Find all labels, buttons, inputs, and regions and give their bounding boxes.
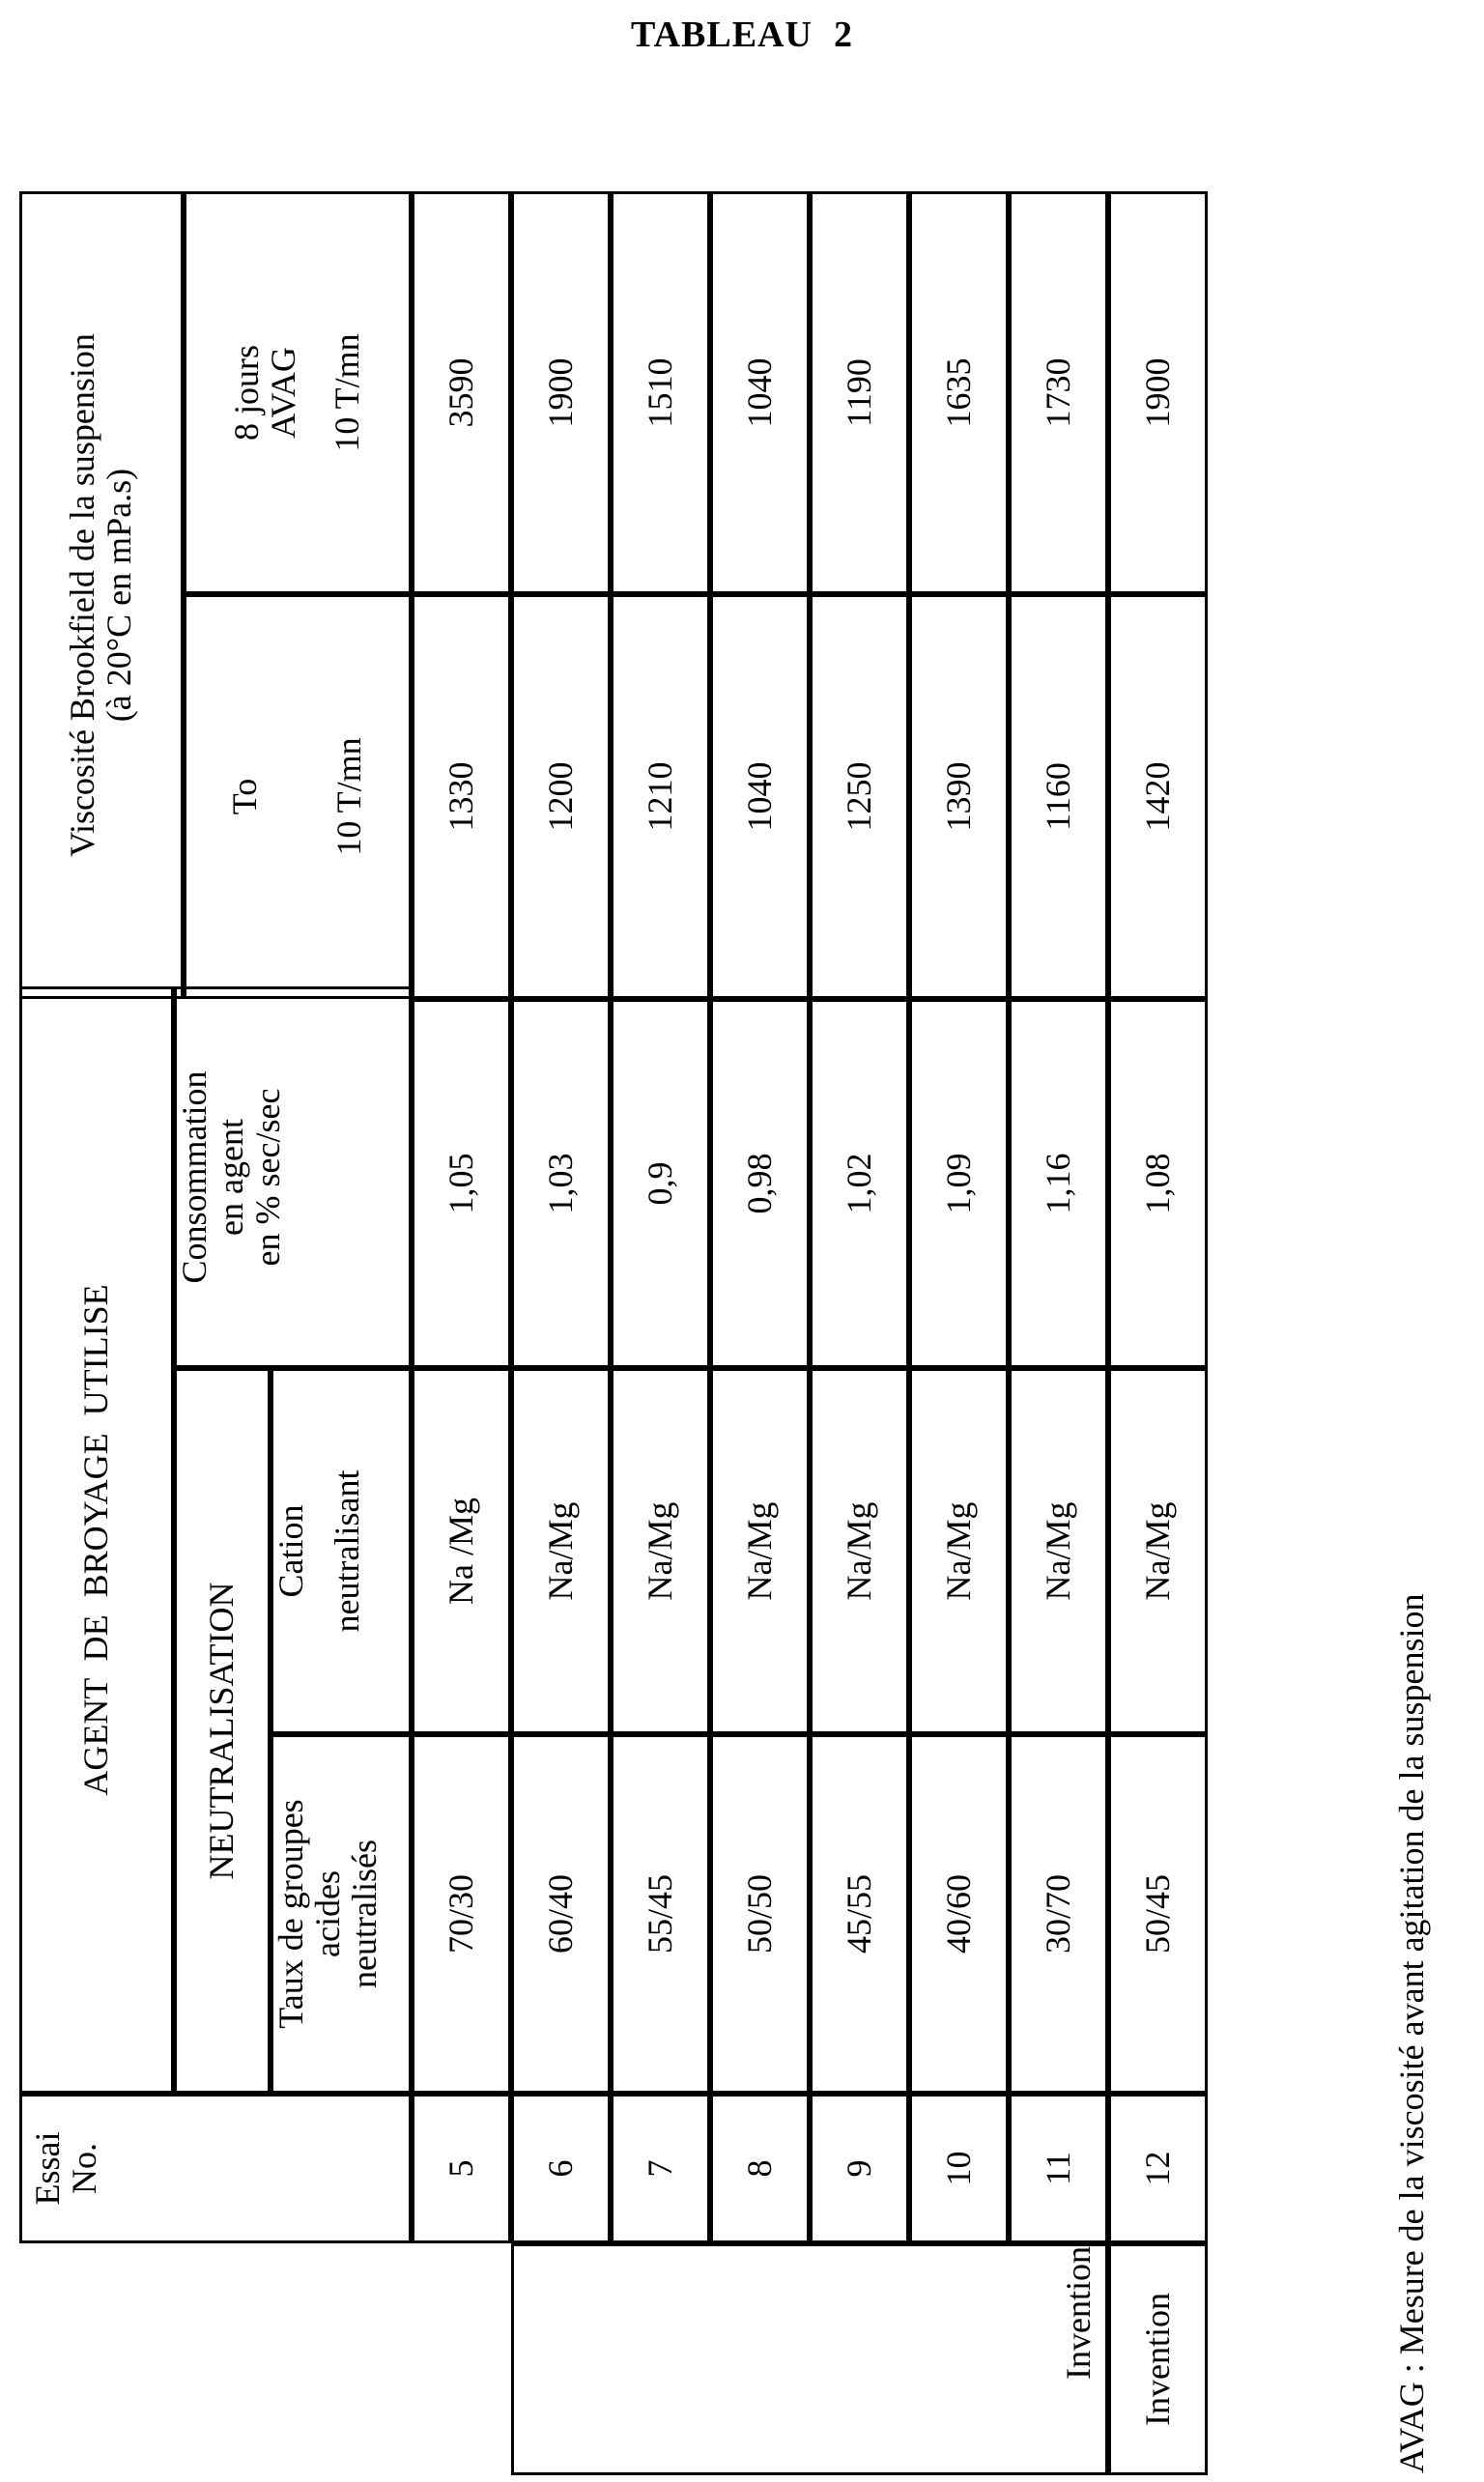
cell-to xyxy=(810,594,909,999)
cell-cation xyxy=(1108,1368,1208,1734)
cell-taux xyxy=(511,1734,611,2094)
cell-value: 70/30 xyxy=(441,1874,480,1954)
cell-cation xyxy=(710,1368,810,1734)
cell-cation xyxy=(909,1368,1009,1734)
invention-group-cell xyxy=(511,2243,1108,2475)
cell-value: 55/45 xyxy=(640,1874,679,1954)
cell-avag xyxy=(1009,191,1108,594)
cell-avag xyxy=(1108,191,1208,594)
header-essai xyxy=(19,2094,412,2243)
header-to-line1: To xyxy=(225,778,265,815)
header-agent-text: AGENT DE BROYAGE UTILISE xyxy=(76,1284,116,1796)
cell-value: Na/Mg xyxy=(1038,1501,1077,1601)
invention-single-label: Invention xyxy=(1137,2293,1177,2426)
cell-value: 12 xyxy=(1137,2151,1177,2186)
header-essai-line2: No. xyxy=(64,2143,103,2194)
cell-cation xyxy=(412,1368,511,1734)
cell-value: 1420 xyxy=(1137,761,1177,832)
header-viscosite xyxy=(19,191,184,999)
title-number: 2 xyxy=(833,14,853,55)
header-consommation xyxy=(174,986,412,1368)
cell-value: 1210 xyxy=(640,761,679,832)
cell-essai xyxy=(1009,2094,1108,2243)
cell-value: 1250 xyxy=(839,761,878,832)
invention-single-cell xyxy=(1108,2243,1208,2475)
cell-essai xyxy=(511,2094,611,2243)
footnote: AVAG : Mesure de la viscosité avant agitation de la suspension xyxy=(1392,1593,1431,2473)
cell-value: 6 xyxy=(540,2159,580,2178)
cell-value: 30/70 xyxy=(1038,1874,1077,1954)
cell-value: 60/40 xyxy=(540,1874,580,1954)
cell-value: 9 xyxy=(839,2159,878,2178)
cell-value: 1,08 xyxy=(1137,1153,1177,1214)
cell-value: 1,16 xyxy=(1038,1153,1077,1214)
cell-conso xyxy=(909,999,1009,1368)
cell-value: Na/Mg xyxy=(1137,1501,1177,1601)
cell-essai xyxy=(710,2094,810,2243)
cell-conso xyxy=(810,999,909,1368)
header-taux-line1: Taux de groupes xyxy=(271,1799,310,2029)
cell-to xyxy=(511,594,611,999)
cell-avag xyxy=(611,191,710,594)
header-taux-line2: acides xyxy=(307,1870,347,1957)
header-conso-line2: en agent xyxy=(211,1119,250,1236)
cell-value: 0,98 xyxy=(739,1153,779,1214)
cell-conso xyxy=(511,999,611,1368)
cell-conso xyxy=(412,999,511,1368)
cell-taux xyxy=(1009,1734,1108,2094)
cell-value: 10 xyxy=(938,2151,978,2186)
cell-value: 1,03 xyxy=(540,1153,580,1214)
header-visco-line2: (à 20°C en mPa.s) xyxy=(100,468,138,723)
cell-value: Na/Mg xyxy=(839,1501,878,1601)
cell-conso xyxy=(1009,999,1108,1368)
cell-to xyxy=(611,594,710,999)
cell-taux xyxy=(611,1734,710,2094)
cell-taux xyxy=(909,1734,1009,2094)
cell-avag xyxy=(710,191,810,594)
cell-avag xyxy=(909,191,1009,594)
cell-value: Na /Mg xyxy=(441,1498,480,1605)
header-taux-line3: neutralisés xyxy=(344,1840,384,1988)
cell-value: 40/60 xyxy=(938,1874,978,1954)
cell-conso xyxy=(611,999,710,1368)
cell-value: 50/45 xyxy=(1137,1874,1177,1954)
table-title xyxy=(0,14,1484,56)
cell-essai xyxy=(412,2094,511,2243)
cell-value: Na/Mg xyxy=(938,1501,978,1601)
cell-value: 3590 xyxy=(441,357,480,428)
cell-to xyxy=(412,594,511,999)
header-to-line2: 10 T/mn xyxy=(329,737,368,856)
data-table xyxy=(19,191,1208,2475)
header-neutralisation-text: NEUTRALISATION xyxy=(202,1582,242,1880)
header-cation xyxy=(271,1368,412,1734)
header-avag-line3: 10 T/mn xyxy=(327,333,366,452)
cell-value: 1510 xyxy=(640,357,679,428)
cell-value: 1,05 xyxy=(441,1153,480,1214)
cell-essai xyxy=(810,2094,909,2243)
cell-value: 45/55 xyxy=(839,1874,878,1954)
header-avag xyxy=(184,191,412,594)
cell-value: 1190 xyxy=(839,358,878,427)
cell-to xyxy=(1108,594,1208,999)
cell-value: 11 xyxy=(1038,2152,1077,2185)
cell-taux xyxy=(710,1734,810,2094)
cell-value: 1730 xyxy=(1038,357,1077,428)
cell-value: 1160 xyxy=(1038,762,1077,831)
cell-value: 1390 xyxy=(938,761,978,832)
cell-value: 0,9 xyxy=(640,1161,679,1206)
cell-value: 1900 xyxy=(1137,357,1177,428)
cell-value: 1900 xyxy=(540,357,580,428)
cell-avag xyxy=(810,191,909,594)
header-taux xyxy=(271,1734,412,2094)
cell-value: Na/Mg xyxy=(739,1501,779,1601)
title-label: TABLEAU xyxy=(631,14,813,55)
cell-conso xyxy=(710,999,810,1368)
header-avag-line1: 8 jours xyxy=(227,345,267,441)
cell-value: 1200 xyxy=(540,761,580,832)
header-agent xyxy=(19,986,174,2094)
cell-value: 50/50 xyxy=(739,1874,779,1954)
cell-value: 8 xyxy=(739,2159,779,2178)
cell-cation xyxy=(511,1368,611,1734)
cell-value: 1635 xyxy=(938,357,978,428)
header-essai-line1: Essai xyxy=(28,2131,67,2206)
cell-conso xyxy=(1108,999,1208,1368)
cell-value: 1040 xyxy=(739,357,779,428)
cell-value: 1040 xyxy=(739,761,779,832)
header-visco-line1: Viscosité Brookfield de la suspension xyxy=(63,333,102,857)
cell-value: 1,09 xyxy=(938,1153,978,1214)
cell-essai xyxy=(611,2094,710,2243)
cell-taux xyxy=(412,1734,511,2094)
cell-avag xyxy=(412,191,511,594)
cell-to xyxy=(909,594,1009,999)
cell-taux xyxy=(1108,1734,1208,2094)
header-conso-line3: en % sec/sec xyxy=(247,1088,287,1267)
cell-value: 5 xyxy=(441,2159,480,2178)
header-cation-line1: Cation xyxy=(271,1504,310,1598)
cell-taux xyxy=(810,1734,909,2094)
invention-group-label: Invention xyxy=(1059,2246,1099,2380)
cell-essai xyxy=(1108,2094,1208,2243)
header-avag-line2: AVAG xyxy=(264,347,303,439)
cell-value: Na/Mg xyxy=(540,1501,580,1601)
header-neutralisation xyxy=(174,1368,271,2094)
cell-avag xyxy=(511,191,611,594)
cell-cation xyxy=(611,1368,710,1734)
cell-cation xyxy=(1009,1368,1108,1734)
cell-value: 1,02 xyxy=(839,1153,878,1214)
cell-value: 7 xyxy=(640,2159,679,2178)
header-cation-line2: neutralisant xyxy=(327,1469,366,1633)
cell-value: 1330 xyxy=(441,761,480,832)
cell-to xyxy=(1009,594,1108,999)
header-conso-line1: Consommation xyxy=(175,1070,214,1284)
header-to xyxy=(184,594,412,999)
cell-value: Na/Mg xyxy=(640,1501,679,1601)
cell-to xyxy=(710,594,810,999)
cell-essai xyxy=(909,2094,1009,2243)
cell-cation xyxy=(810,1368,909,1734)
